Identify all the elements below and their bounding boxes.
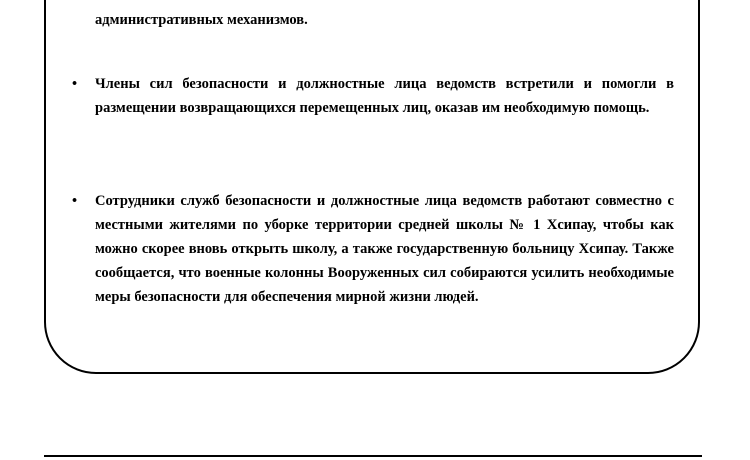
bullet-text: Члены сил безопасности и должностные лица ведомств встретили и помогли в размещении возвращающихся перемещенных лиц, оказав им необходимую помощь. <box>95 76 674 116</box>
bullet-icon: • <box>72 76 78 92</box>
bullet-item-2 <box>71 189 674 309</box>
bullet-item-1 <box>71 72 674 120</box>
footer-divider <box>44 455 702 457</box>
bullet-text: Сотрудники служб безопасности и должностные лица ведомств работают совместно с местными жителями по уборке территории средней школы № 1 Хсипау, чтобы как можно скорее вновь открыть школу, а также государственную больницу Хсипау. Также сообщается, что военные колонны Вооруженных сил собираются усилить необходимые меры безопасности для обеспечения мирной жизни людей. <box>95 193 674 305</box>
partial-paragraph-end: административных механизмов. <box>95 12 308 28</box>
bullet-icon: • <box>72 193 78 209</box>
rounded-border-box <box>44 0 700 374</box>
